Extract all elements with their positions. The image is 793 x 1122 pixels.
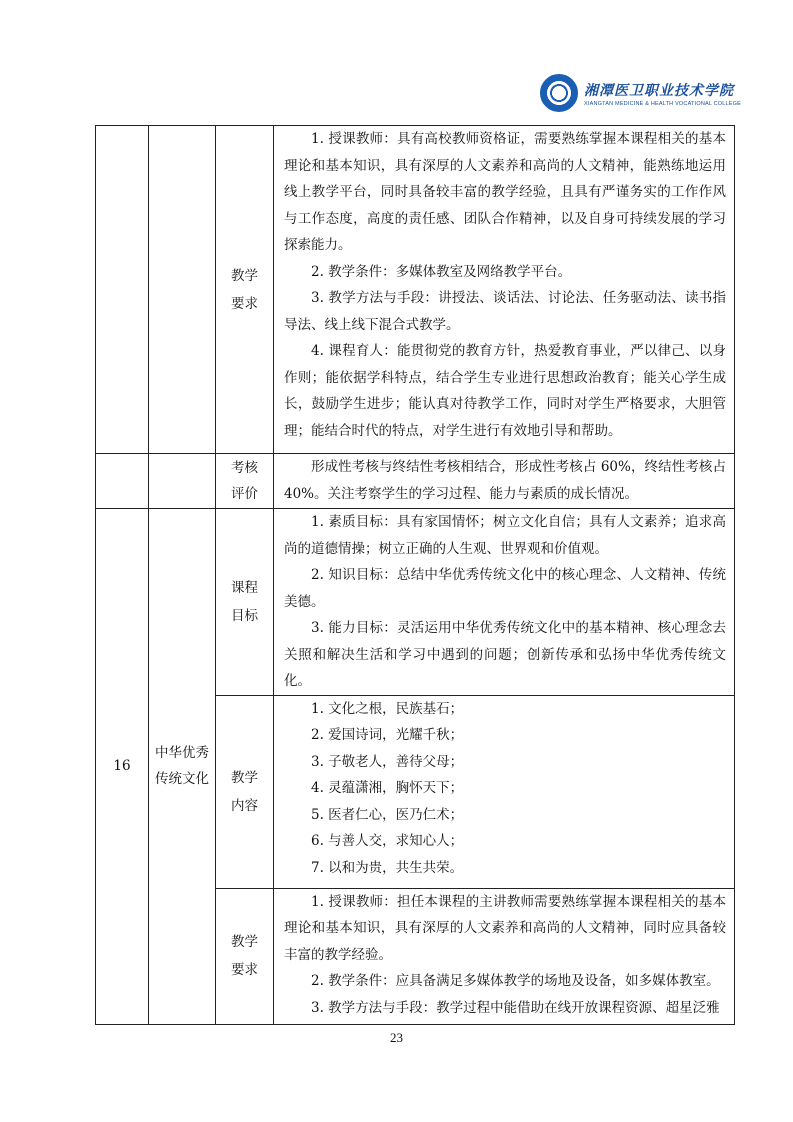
teaching-req-label: 教学要求: [231, 267, 258, 312]
school-seal-icon: [540, 74, 578, 112]
list-item: 4. 灵蕴潇湘，胸怀天下；: [311, 780, 464, 797]
course-name: 中华优秀传统文化: [155, 745, 209, 788]
paragraph: 4. 课程育人：能贯彻党的教育方针，热爱教育事业，严以律己、以身作则；能依据学科特点，结合学生专业进行思想政治教育；能关心学生成长，鼓励学生进步；能认真对待教学工作，同时对学生严格要求，大胆管理；能结合时代的特点，对学生进行有效地引导和帮助。: [284, 343, 726, 439]
paragraph: 形成性考核与终结性考核相结合，形成性考核占 60%，终结性考核占 40%。关注考察学生的学习过程、能力与素质的成长情况。: [284, 459, 726, 502]
item-label-cell: [216, 126, 274, 454]
content-body: [274, 695, 735, 888]
list-item: 5. 医者仁心，医乃仁术；: [311, 806, 464, 823]
item-label-cell: [216, 509, 274, 696]
curriculum-table: [95, 125, 735, 1025]
list-item: 3. 子敬老人，善待父母；: [311, 753, 464, 770]
table-row: [96, 126, 735, 454]
course-name-cell: [149, 509, 216, 1025]
course-number: 16: [113, 758, 131, 775]
course-number-cell: [96, 509, 149, 1025]
list-item: 2. 爱国诗词，光耀千秋；: [311, 727, 464, 744]
list-item: 1. 文化之根，民族基石；: [311, 700, 464, 717]
paragraph: 3. 教学方法与手段：讲授法、谈话法、讨论法、任务驱动法、读书指导法、线上线下混合式教学。: [284, 290, 726, 333]
table-row: [96, 509, 735, 696]
paragraph: 2. 知识目标：总结中华优秀传统文化中的核心理念、人文精神、传统美德。: [284, 567, 726, 610]
teaching-req-label: 教学要求: [231, 934, 258, 978]
paragraph: 2. 教学条件：多媒体教室及网络教学平台。: [311, 263, 572, 280]
list-item: 7. 以和为贵，共生共荣。: [311, 860, 464, 877]
assessment-label: 考核评价: [231, 460, 258, 502]
paragraph: 1. 授课教师：具有高校教师资格证，需要熟练掌握本课程相关的基本理论和基本知识，具有深厚的人文素养和高尚的人文精神，能熟练地运用线上教学平台，同时具备较丰富的教学经验，且具有严谨务实的工作作风与工作态度，高度的责任感、团队合作精神，以及自身可持续发展的学习探索能力。: [284, 131, 726, 253]
prev-course-number-cell: [96, 126, 149, 454]
paragraph: 2. 教学条件：应具备满足多媒体教学的场地及设备，如多媒体教室。: [311, 973, 720, 989]
school-name-en: XIANGTAN MEDICINE & HEALTH VOCATIONAL COLLEGE: [584, 100, 742, 107]
school-logo-text: [584, 80, 741, 107]
item-label-cell: [216, 888, 274, 1024]
paragraph: 3. 教学方法与手段：教学过程中能借助在线开放课程资源、超星泛雅: [311, 999, 720, 1016]
teaching-req-body: [274, 126, 735, 454]
paragraph: 1. 素质目标：具有家国情怀；树立文化自信；具有人文素养；追求高尚的道德情操；树立正确的人生观、世界观和价值观。: [284, 514, 726, 557]
prev-course-name-cell: [149, 126, 216, 454]
list-item: 6. 与善人交，求知心人；: [311, 833, 464, 850]
school-logo: [540, 74, 740, 112]
assessment-body: [274, 454, 735, 509]
goals-label: 课程目标: [231, 579, 258, 624]
school-name-cn: 湘潭医卫职业技术学院: [584, 82, 734, 99]
table-row: [96, 454, 735, 509]
content-label: 教学内容: [231, 769, 258, 814]
paragraph: 1. 授课教师：担任本课程的主讲教师需要熟练掌握本课程相关的基本理论和基本知识，具有深厚的人文素养和高尚的人文精神，同时应具备较丰富的教学经验。: [284, 893, 726, 963]
prev-course-number-cell: [96, 454, 149, 509]
paragraph: 3. 能力目标：灵活运用中华优秀传统文化中的基本精神、核心理念去关照和解决生活和学习中遇到的问题；创新传承和弘扬中华优秀传统文化。: [284, 620, 726, 689]
page-number: 23: [390, 1030, 403, 1045]
teaching-req-body: [274, 888, 735, 1024]
goals-body: [274, 509, 735, 696]
item-label-cell: [216, 454, 274, 509]
item-label-cell: [216, 695, 274, 888]
prev-course-name-cell: [149, 454, 216, 509]
